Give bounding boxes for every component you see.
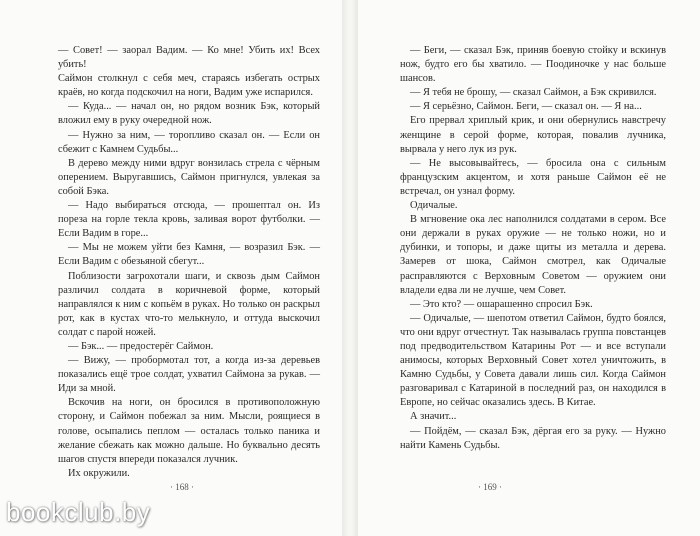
paragraph: А значит... [410,411,457,423]
left-page [0,0,342,536]
page-number: · 168 · [170,482,194,492]
paragraph: В мгновение ока лес наполнился солдатами в сером. Все они держали в руках оружие — не только ножи, но и дубинки, и топоры, и даже щиты из металла и дерева. Замерев от шока, Саймон смотрел, как Одичалые расправляются с Верховным Советом — оружием они владели едва ли не лучше, чем Совет. [400,214,666,296]
watermark-logo: bookclub.by [6,497,151,527]
paragraph: В дерево между ними вдруг вонзилась стрела с чёрным оперением. Выругавшись, Саймон пригнулся, увлекая за собой Бэка. [58,157,320,197]
right-page [358,0,700,536]
paragraph: Вскочив на ноги, он бросился в противоположную сторону, и Саймон побежал за ним. Мысли, роящиеся в голове, осыпались пеплом — осталась только паника и желание сбежать как можно дальше. Но буквально десять шагов спустя впереди показался лучник. [58,397,320,465]
paragraph: — Пойдём, — сказал Бэк, дёргая его за руку. — Нужно найти Камень Судьбы. [400,425,666,451]
paragraph: Их окружили. [68,467,130,479]
paragraph: Саймон столкнул с себя меч, стараясь избегать острых краёв, но когда подскочил на ноги, Вадим уже испарился. [58,73,320,99]
page-number: · 169 · [478,482,502,492]
paragraph: — Куда... — начал он, но рядом возник Бэк, который вложил ему в руку очередной нож. [58,101,320,127]
paragraph: — Я серьёзно, Саймон. Беги, — сказал он. — Я на... [410,101,642,113]
paragraph: — Совет! — заорал Вадим. — Ко мне! Убить их! Всех убить! [58,45,320,71]
paragraph: Одичалые. [410,200,458,212]
paragraph: — Одичалые, — шепотом ответил Саймон, будто боялся, что они вдруг отчестнут. Так называлась группа повстанцев под предводительством Катарины Рот — и все вступали анимосы, которых Верховный Совет хотел уничтожить, в Камню Судьбы, у Совета давали лишь сил. Когда Саймон разговаривал с Катариной в последний раз, он находился в Европе, но сейчас оказались здесь. В Китае. [400,312,666,409]
paragraph: — Не высовывайтесь, — бросила она с сильным французским акцентом, и хотя раньше Саймон её не встречал, он узнал форму. [400,157,666,197]
book-gutter [342,0,358,536]
paragraph: — Беги, — сказал Бэк, приняв боевую стойку и вскинув нож, будто его бы хватило. — Поодиночке у нас больше шансов. [400,45,666,85]
paragraph: Поблизости загрохотали шаги, и сквозь дым Саймон различил солдата в коричневой форме, который направлялся к ним с копьём в руках. Но только он раскрыл рот, как в кустах что-то мелькнуло, и оттуда выскочил солдат с парой ножей. [58,270,320,338]
paragraph: — Надо выбираться отсюда, — прошептал он. Из пореза на горле текла кровь, заливая ворот футболки. — Если Вадим в горе... [58,200,320,240]
paragraph: — Мы не можем уйти без Камня, — возразил Бэк. — Если Вадим с обезьяной сбегут... [58,242,320,268]
paragraph: — Я тебя не брошу, — сказал Саймон, а Бэк скривился. [410,87,657,99]
paragraph: — Это кто? — ошарашенно спросил Бэк. [410,298,593,310]
paragraph: — Нужно за ним, — торопливо сказал он. — Если он сбежит с Камнем Судьбы... [58,129,320,155]
paragraph: — Бэк... — предостерёг Саймон. [68,340,214,352]
paragraph: Его прервал хриплый крик, и они обернулись навстречу женщине в серой форме, которая, повалив лучника, вырвала у него лук из рук. [400,115,666,155]
paragraph: — Вижу, — пробормотал тот, а когда из-за деревьев показались ещё трое солдат, ухватил Саймона за рукав. — Иди за мной. [58,355,320,395]
